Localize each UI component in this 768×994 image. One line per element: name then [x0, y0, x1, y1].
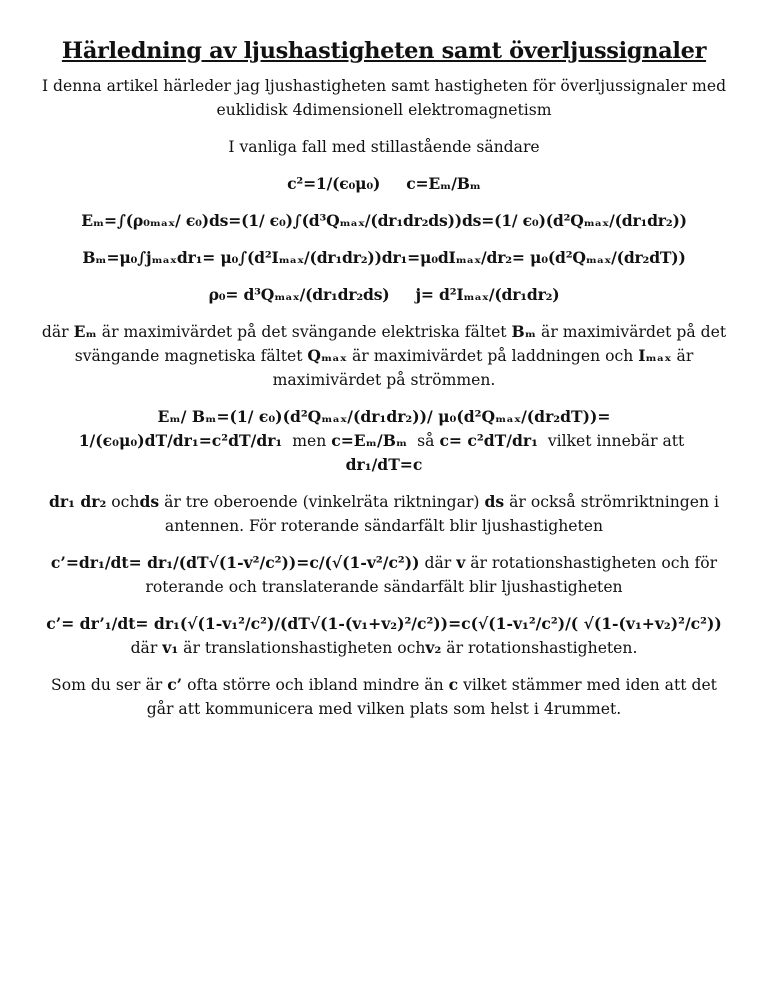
bm-symbol: Bₘ: [511, 322, 537, 341]
magnetic-field-equation: Bₘ=μ₀∫jₘₐₓdr₁= μ₀∫(d²Iₘₐₓ/(dr₁dr₂))dr₁=μ₀dIₘₐₓ/dr₂= μ₀(d²Qₘₐₓ/(dr₂dT)): [82, 248, 686, 267]
qmax-symbol: Qₘₐₓ: [307, 346, 348, 365]
rotating-equation: c’=dr₁/dt= dr₁/(dT√(1-v²/c²))=c/(√(1-v²/c²)): [50, 553, 420, 572]
dr1-dt-result: dr₁/dT=c: [345, 455, 423, 474]
document-page: [40, 38, 728, 734]
em-symbol: Eₘ: [73, 322, 97, 341]
imax-symbol: Iₘₐₓ: [638, 346, 672, 365]
current-density-equation: j= d²Iₘₐₓ/(dr₁dr₂): [415, 285, 560, 304]
combined-equation: c’= dr’₁/dt= dr₁(√(1-v₁²/c²)/(dT√(1-(v₁+v₂)²/c²))=c(√(1-v₁²/c²)/( √(1-(v₁+v₂)²/c²)): [46, 614, 722, 633]
intro-paragraph: I denna artikel härleder jag ljushastigheten samt hastigheten för överljussignaler med euklidisk 4dimensionell elektromagnetism: [41, 77, 727, 119]
ratio-equation-line: Eₘ/ Bₘ=(1/ ϵ₀)(d²Qₘₐₓ/(dr₁dr₂))/ μ₀(d²Qₘₐₓ/(dr₂dT))=: [157, 407, 611, 426]
ratio-derivation: Eₘ/ Bₘ=(1/ ϵ₀)(d²Qₘₐₓ/(dr₁dr₂))/ μ₀(d²Qₘₐₓ/(dr₂dT))= 1/(ϵ₀μ₀)dT/dr₁=c²dT/dr₁ men c=Eₘ/Bₘ så c= c²dT/dr₁ vilket innebär att dr₁/dT=c: [78, 407, 690, 474]
c-ratio-equation: c=Eₘ/Bₘ: [406, 174, 481, 193]
rotating-paragraph: c’=dr₁/dt= dr₁/(dT√(1-v²/c²))=c/(√(1-v²/c²)) där v är rotationshastigheten och för roterande och translaterande sändarfält blir ljushastigheten: [50, 553, 718, 596]
density-equations: [40, 283, 728, 307]
definitions-paragraph: där Eₘ är maximivärdet på det svängande elektriska fältet Bₘ är maximivärdet på det svängande magnetiska fältet Qₘₐₓ är maximivärdet på laddningen och Iₘₐₓ är maximivärdet på strömmen.: [41, 322, 727, 389]
combined-paragraph: c’= dr’₁/dt= dr₁(√(1-v₁²/c²)/(dT√(1-(v₁+v₂)²/c²))=c(√(1-v₁²/c²)/( √(1-(v₁+v₂)²/c²)) där v₁ är translationshastigheten ochv₂ är rotationshastigheten.: [46, 614, 722, 657]
stationary-heading: I vanliga fall med stillastående sändare: [228, 138, 540, 156]
speed-of-light-equations: [40, 172, 728, 196]
conclusion-paragraph: Som du ser är c’ ofta större och ibland mindre än c vilket stämmer med iden att det går att kommunicera med vilken plats som helst i 4rummet.: [51, 675, 717, 718]
charge-density-equation: ρ₀= d³Qₘₐₓ/(dr₁dr₂ds): [208, 285, 390, 304]
c-squared-equation: c²=1/(ϵ₀μ₀): [287, 174, 381, 193]
electric-field-equation: Eₘ=∫(ρ₀ₘₐₓ/ ϵ₀)ds=(1/ ϵ₀)∫(d³Qₘₐₓ/(dr₁dr₂ds))ds=(1/ ϵ₀)(d²Qₘₐₓ/(dr₁dr₂)): [81, 211, 687, 230]
directions-paragraph: dr₁ dr₂ ochds är tre oberoende (vinkelräta riktningar) ds är också strömriktningen i antennen. För roterande sändarfält blir ljushastigheten: [49, 492, 719, 535]
page-title: Härledning av ljushastigheten samt överljussignaler: [61, 38, 707, 64]
